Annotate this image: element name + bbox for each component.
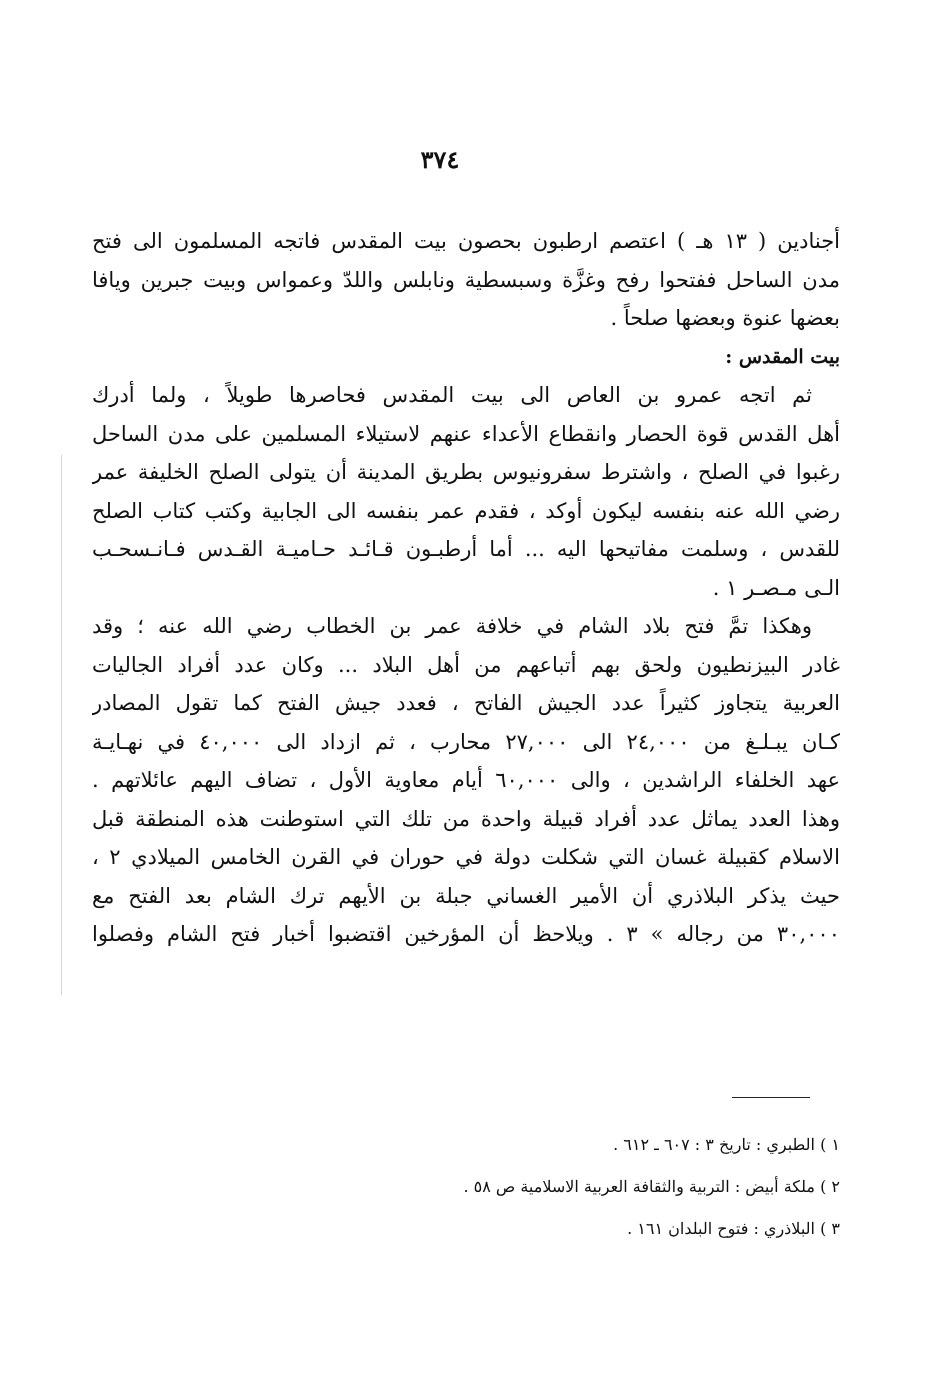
footnote: ٢ ) ملكة أبيض : التربية والثقافة العربية الاسلامية ص ٥٨ . (463, 1177, 840, 1196)
text-line: أجنادين ( ١٣ هـ ) اعتصم ارطبون بحصون بيت المقدس فاتجه المسلمون الى فتح (92, 229, 840, 253)
footnote: ١ ) الطبري : تاريخ ٣ : ٦٠٧ ـ ٦١٢ . (613, 1135, 840, 1154)
text-line: رضي الله عنه بنفسه ليكون أوكد ، فقدم عمر بنفسه الى الجابية وكتب كتاب الصلح (92, 498, 840, 523)
text-line: العربية يتجاوز كثيراً عدد الجيش الفاتح ، فعدد جيش الفتح كما تقول المصادر (92, 691, 840, 715)
text-line: وهذا العدد يماثل عدد أفراد قبيلة واحدة من تلك التي استوطنت هذه المنطقة قبل (92, 806, 840, 831)
footnotes (300, 1124, 840, 1250)
text-line: الاسلام كقبيلة غسان التي شكلت دولة في حوران في القرن الخامس الميلادي ٢ ، (92, 845, 840, 869)
text-line: مدن الساحل ففتحوا رفح وغزَّة وسبسطية ونابلس واللدّ وعمواس وبيت جبرين ويافا (92, 267, 840, 292)
text-line: غادر البيزنطيون ولحق بهم أتباعهم من أهل البلاد ... وكان عدد أفراد الجاليات (92, 652, 840, 677)
text-line: للقدس ، وسلمت مفاتيحها اليه ... أما أرطبـون قـائـد حـاميـة القـدس فـانـسحـب (92, 537, 840, 561)
scan-margin-line (61, 455, 62, 995)
text-line: وهكذا تمَّ فتح بلاد الشام في خلافة عمر بن الخطاب رضي الله عنه ؛ وقد (92, 614, 812, 638)
body-text (92, 222, 840, 954)
text-line: أهل القدس قوة الحصار وانقطاع الأعداء عنهم لاستيلاء المسلمين على مدن الساحل (92, 421, 840, 446)
text-line: الـى مـصـر ١ . (712, 575, 840, 600)
text-line: حيث يذكر البلاذري أن الأمير الغساني جبلة بن الأيهم ترك الشام بعد الفتح مع (92, 883, 840, 908)
page-number: ٣٧٤ (420, 145, 460, 174)
text-line: ٣٠,٠٠٠ من رجاله » ٣ . ويلاحظ أن المؤرخين اقتضبوا أخبار فتح الشام وفصلوا (92, 922, 840, 946)
footnote: ٣ ) البلاذري : فتوح البلدان ١٦١ . (627, 1219, 840, 1238)
text-line: بعضها عنوة وبعضها صلحاً . (610, 306, 840, 330)
text-line: ثم اتجه عمرو بن العاص الى بيت المقدس فحاصرها طويلاً ، ولما أدرك (92, 383, 812, 407)
section-heading: بيت المقدس : (725, 345, 840, 368)
text-line: عهد الخلفاء الراشدين ، والى ٦٠,٠٠٠ أيام معاوية الأول ، تضاف اليهم عائلاتهم . (92, 768, 840, 792)
footnote-separator (732, 1097, 810, 1098)
text-line: رغبوا في الصلح ، واشترط سفرونيوس بطريق المدينة أن يتولى الصلح الخليفة عمر (92, 460, 840, 484)
text-line: كـان يبـلـغ من ٢٤,٠٠٠ الى ٢٧,٠٠٠ محارب ، ثم ازداد الى ٤٠,٠٠٠ في نهـايـة (92, 729, 840, 754)
